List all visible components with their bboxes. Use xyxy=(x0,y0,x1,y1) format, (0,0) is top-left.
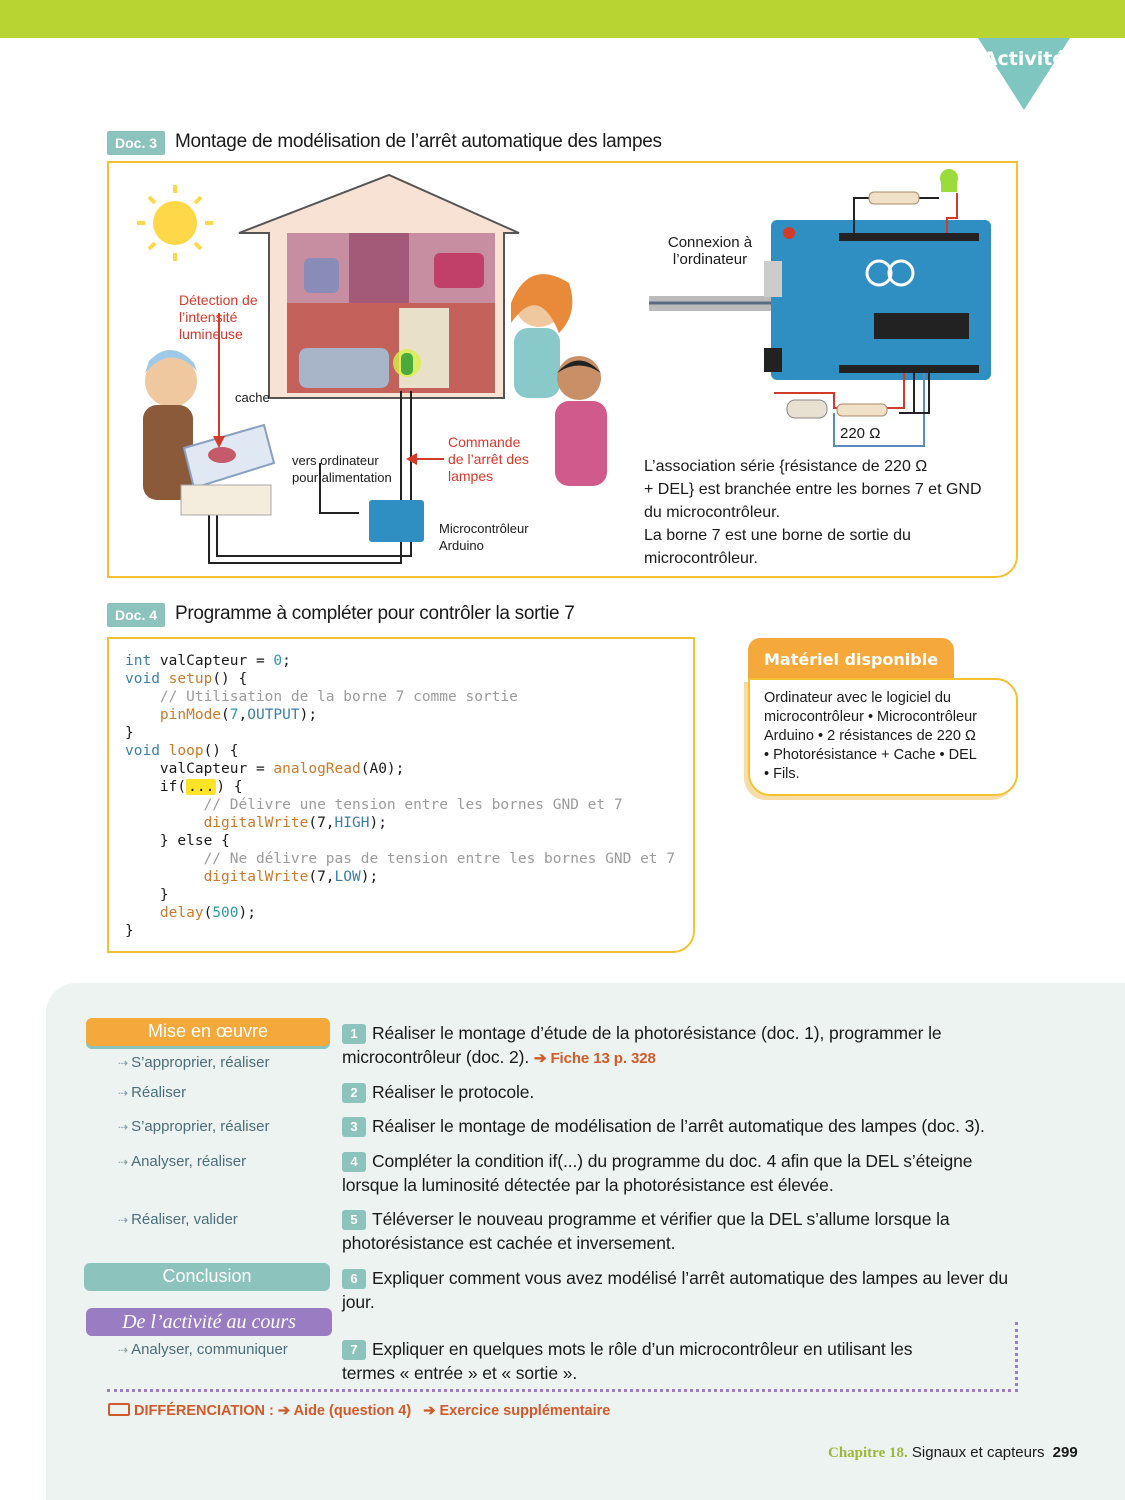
arrow-icon: ⇢ xyxy=(118,1155,129,1169)
question-number: 6 xyxy=(342,1269,366,1289)
skill-label: ⇢ Analyser, communiquer xyxy=(118,1341,288,1358)
code-token: digitalWrite xyxy=(203,815,309,831)
code-token: ); xyxy=(299,707,318,723)
page-number: 299 xyxy=(1052,1444,1078,1461)
materiel-list xyxy=(764,689,1012,784)
activity-badge-label: Activité xyxy=(982,48,1066,70)
code-token: (7, xyxy=(308,869,335,885)
doc4-tag: Doc. 4 xyxy=(107,603,165,627)
doc3-text-line: La borne 7 est une borne de sortie du xyxy=(644,527,911,544)
code-token: ); xyxy=(238,905,256,921)
code-token: void xyxy=(125,671,160,687)
code-token: int xyxy=(125,653,152,669)
code-token: ; xyxy=(282,653,291,669)
skill-label: ⇢ Réaliser xyxy=(118,1084,187,1101)
code-comment: // Utilisation de la borne 7 comme sortie xyxy=(159,689,518,705)
skill-label: ⇢ Analyser, réaliser xyxy=(118,1153,247,1170)
code-token: digitalWrite xyxy=(203,869,309,885)
code-token: () { xyxy=(212,671,248,687)
section-activite-cours: De l’activité au cours xyxy=(86,1308,332,1336)
fiche-link[interactable]: ➔ Fiche 13 p. 328 xyxy=(533,1050,656,1067)
section-conclusion: Conclusion xyxy=(84,1263,330,1291)
skill-label: ⇢ S’approprier, réaliser xyxy=(118,1118,270,1135)
arrow-icon: ⇢ xyxy=(118,1120,129,1134)
code-token: ); xyxy=(360,869,379,885)
chapter-title: Signaux et capteurs xyxy=(911,1444,1045,1461)
doc3-tag: Doc. 3 xyxy=(107,131,165,155)
materiel-line: Arduino • 2 résistances de 220 Ω xyxy=(764,728,976,744)
activity-badge xyxy=(978,38,1070,110)
doc3-text-line: L’association série {résistance de 220 Ω xyxy=(644,458,928,475)
section-mise-en-oeuvre: Mise en œuvre xyxy=(86,1018,330,1046)
code-token: void xyxy=(125,743,160,759)
question: 1 Réaliser le montage d’étude de la photorésistance (doc. 1), programmer le microcontrôleur (doc. 2). ➔ Fiche 13 p. 328 xyxy=(342,1023,942,1067)
code-token: 500 xyxy=(212,905,239,921)
question-number: 5 xyxy=(342,1210,366,1230)
code-token: } xyxy=(125,923,134,939)
laptop-icon xyxy=(108,1403,130,1416)
doc4-title: Programme à compléter pour contrôler la sortie 7 xyxy=(175,603,575,624)
label-detection: Détection de l’intensité lumineuse xyxy=(179,292,258,342)
code-token: delay xyxy=(159,905,204,921)
materiel-line: • Fils. xyxy=(764,766,800,782)
code-token: analogRead xyxy=(273,761,361,777)
code-token: if( xyxy=(159,779,187,795)
question: 2 Réaliser le protocole. xyxy=(342,1080,1022,1104)
question: 6 Expliquer comment vous avez modélisé l’arrêt automatique des lampes au lever du jour. xyxy=(342,1268,1009,1312)
question: 5 Téléverser le nouveau programme et vérifier que la DEL s’allume lorsque la photorésistance est cachée et inversement. xyxy=(342,1209,950,1253)
materiel-line: microcontrôleur • Microcontrôleur xyxy=(764,709,977,725)
condition-placeholder: ... xyxy=(188,779,215,795)
exercice-link[interactable]: ➔ Exercice supplémentaire xyxy=(423,1403,611,1419)
skill-label: ⇢ S’approprier, réaliser xyxy=(118,1054,270,1071)
materiel-line: Ordinateur avec le logiciel du xyxy=(764,690,951,706)
person-boy-drawing xyxy=(555,356,607,486)
question-number: 3 xyxy=(342,1117,366,1137)
question-number: 7 xyxy=(342,1340,366,1360)
question: 4 Compléter la condition if(...) du programme du doc. 4 afin que la DEL s’éteigne lorsque la luminosité détectée par la photorésistance est élevée. xyxy=(342,1151,973,1195)
code-token: () { xyxy=(203,743,239,759)
question-number: 2 xyxy=(342,1083,366,1103)
code-token: } xyxy=(159,887,169,903)
doc3-description xyxy=(644,455,1004,570)
code-token: 0 xyxy=(273,653,283,669)
label-connexion: Connexion à l’ordinateur xyxy=(667,234,753,268)
question: 7 Expliquer en quelques mots le rôle d’un microcontrôleur en utilisant les termes « entrée » et « sortie ». xyxy=(342,1339,913,1383)
code-token: OUTPUT xyxy=(247,707,300,723)
doc3-text-line: microcontrôleur. xyxy=(644,550,758,567)
code-token: } else { xyxy=(159,833,230,849)
arrow-icon: ⇢ xyxy=(118,1343,129,1357)
label-vers-ordinateur: vers ordinateur pour alimentation xyxy=(292,453,392,485)
question: 3 Réaliser le montage de modélisation de l’arrêt automatique des lampes (doc. 3). xyxy=(342,1114,1022,1138)
house-drawing xyxy=(239,175,519,398)
arrow-icon: ⇢ xyxy=(118,1213,129,1227)
person-left-drawing xyxy=(143,350,197,500)
code-token: } xyxy=(125,725,134,741)
code-comment: // Ne délivre pas de tension entre les bornes GND et 7 xyxy=(203,851,675,867)
code-token: ) { xyxy=(216,779,243,795)
code-comment: // Délivre une tension entre les bornes GND et 7 xyxy=(203,797,623,813)
code-token: loop xyxy=(168,743,204,759)
code-listing: int valCapteur = 0; void setup() { // Utilisation de la borne 7 comme sortie pinMode(7,OUTPUT); } void loop() { valCapteur = analogRead(A0); if( ... ) { // Délivre une tension entre les bornes GND et 7 digitalWrite(7,HIGH); } else { // Ne délivre pas de tension entre les bornes GND et 7 digitalWrite(7,LOW); } delay(500); } xyxy=(125,653,675,939)
label-microcontroleur: Microcontrôleur Arduino xyxy=(439,521,529,553)
chapter-number: Chapitre 18. xyxy=(828,1445,908,1461)
aide-link[interactable]: ➔ Aide (question 4) xyxy=(277,1403,412,1419)
code-token: HIGH xyxy=(334,815,370,831)
code-token: (A0); xyxy=(360,761,405,777)
doc3-text-line: du microcontrôleur. xyxy=(644,504,781,521)
label-commande: Commande de l’arrêt des lampes xyxy=(448,434,529,484)
doc3-text-line: + DEL} est branchée entre les bornes 7 et GND xyxy=(644,481,982,498)
code-token: pinMode xyxy=(159,707,222,723)
code-token: (7, xyxy=(308,815,335,831)
differenciation: DIFFÉRENCIATION : ➔ Aide (question 4) ➔ Exercice supplémentaire xyxy=(108,1403,610,1419)
sun-icon xyxy=(137,185,213,261)
materiel-line: • Photorésistance + Cache • DEL xyxy=(764,747,977,763)
arrow-icon: ⇢ xyxy=(118,1086,129,1100)
arrow-icon: ⇢ xyxy=(118,1056,129,1070)
question-number: 1 xyxy=(342,1024,366,1044)
label-resistance: 220 Ω xyxy=(840,425,881,442)
resistor-bottom xyxy=(837,404,887,416)
photoresistor-drawing xyxy=(787,400,827,418)
skill-label: ⇢ Réaliser, valider xyxy=(118,1211,238,1228)
top-color-bar xyxy=(0,0,1125,38)
materiel-title: Matériel disponible xyxy=(748,638,954,680)
label-cache: cache xyxy=(235,390,270,405)
page-footer xyxy=(828,1444,1078,1462)
code-token: valCapteur = xyxy=(159,761,274,777)
code-token: valCapteur = xyxy=(151,653,274,669)
code-token: setup xyxy=(168,671,213,687)
code-token: ); xyxy=(369,815,387,831)
arduino-small-drawing xyxy=(369,500,424,542)
resistor-top xyxy=(869,192,919,204)
code-token: LOW xyxy=(334,869,361,885)
code-token: 7 xyxy=(229,707,239,723)
cache-box-drawing xyxy=(181,425,274,515)
question-number: 4 xyxy=(342,1152,366,1172)
doc3-title: Montage de modélisation de l’arrêt automatique des lampes xyxy=(175,131,662,152)
